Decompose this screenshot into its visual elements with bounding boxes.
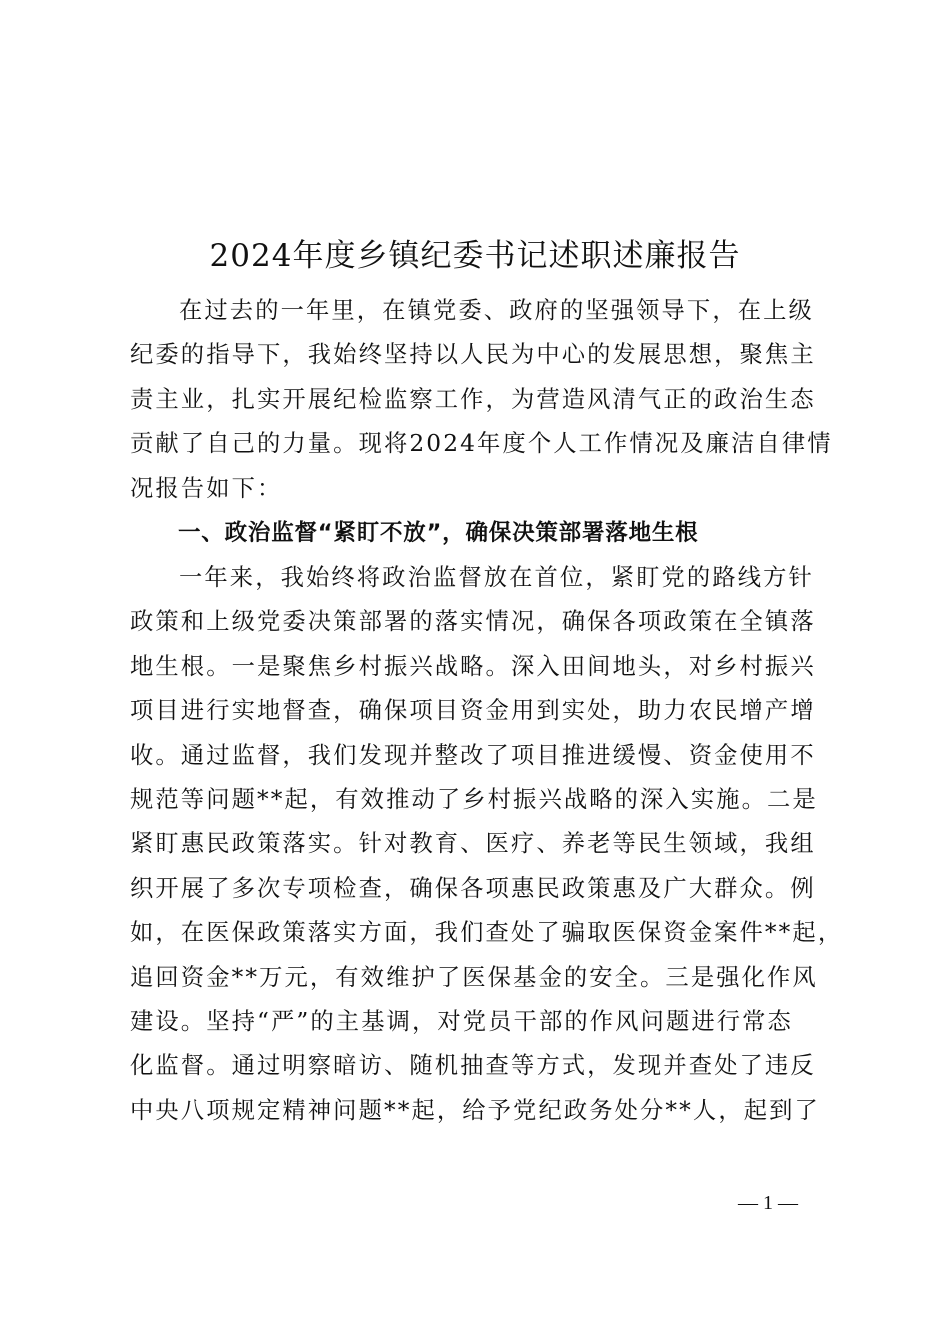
- section-1-line: 追回资金**万元，有效维护了医保基金的安全。三是强化作风: [130, 963, 818, 991]
- intro-line: 贡献了自己的力量。现将2024年度个人工作情况及廉洁自律情: [130, 430, 833, 458]
- intro-line: 纪委的指导下，我始终坚持以人民为中心的发展思想，聚焦主: [130, 341, 816, 369]
- section-1-line: 一年来，我始终将政治监督放在首位，紧盯党的路线方针: [179, 564, 814, 591]
- intro-line: 况报告如下：: [130, 474, 283, 502]
- section-1-line: 政策和上级党委决策部署的落实情况，确保各项政策在全镇落: [130, 608, 816, 636]
- section-1-line: 中央八项规定精神问题**起，给予党纪政务处分**人，起到了: [130, 1096, 820, 1124]
- section-1-line: 织开展了多次专项检查，确保各项惠民政策惠及广大群众。例: [130, 874, 816, 902]
- section-1-heading: 一、政治监督“紧盯不放”，确保决策部署落地生根: [178, 520, 699, 546]
- section-1-line: 化监督。通过明察暗访、随机抽查等方式，发现并查处了违反: [130, 1052, 816, 1080]
- intro-paragraph: [130, 289, 833, 511]
- section-1-line: 如，在医保政策落实方面，我们查处了骗取医保资金案件**起，: [130, 919, 844, 947]
- section-1-line: 收。通过监督，我们发现并整改了项目推进缓慢、资金使用不: [130, 741, 816, 769]
- section-1-line: 项目进行实地督查，确保项目资金用到实处，助力农民增产增: [130, 697, 816, 725]
- section-1-line: 地生根。一是聚焦乡村振兴战略。深入田间地头，对乡村振兴: [130, 652, 816, 680]
- section-1-paragraph: [130, 556, 844, 1133]
- document-title: 2024年度乡镇纪委书记述职述廉报告: [209, 238, 741, 274]
- page-number: — 1 —: [738, 1192, 798, 1214]
- section-1-line: 建设。坚持“严”的主基调，对党员干部的作风问题进行常态: [130, 1007, 793, 1035]
- intro-line: 责主业，扎实开展纪检监察工作，为营造风清气正的政治生态: [130, 385, 816, 413]
- section-1-line: 紧盯惠民政策落实。针对教育、医疗、养老等民生领域，我组: [130, 830, 816, 858]
- intro-line: 在过去的一年里，在镇党委、政府的坚强领导下，在上级: [179, 297, 814, 324]
- section-1-line: 规范等问题**起，有效推动了乡村振兴战略的深入实施。二是: [130, 785, 818, 813]
